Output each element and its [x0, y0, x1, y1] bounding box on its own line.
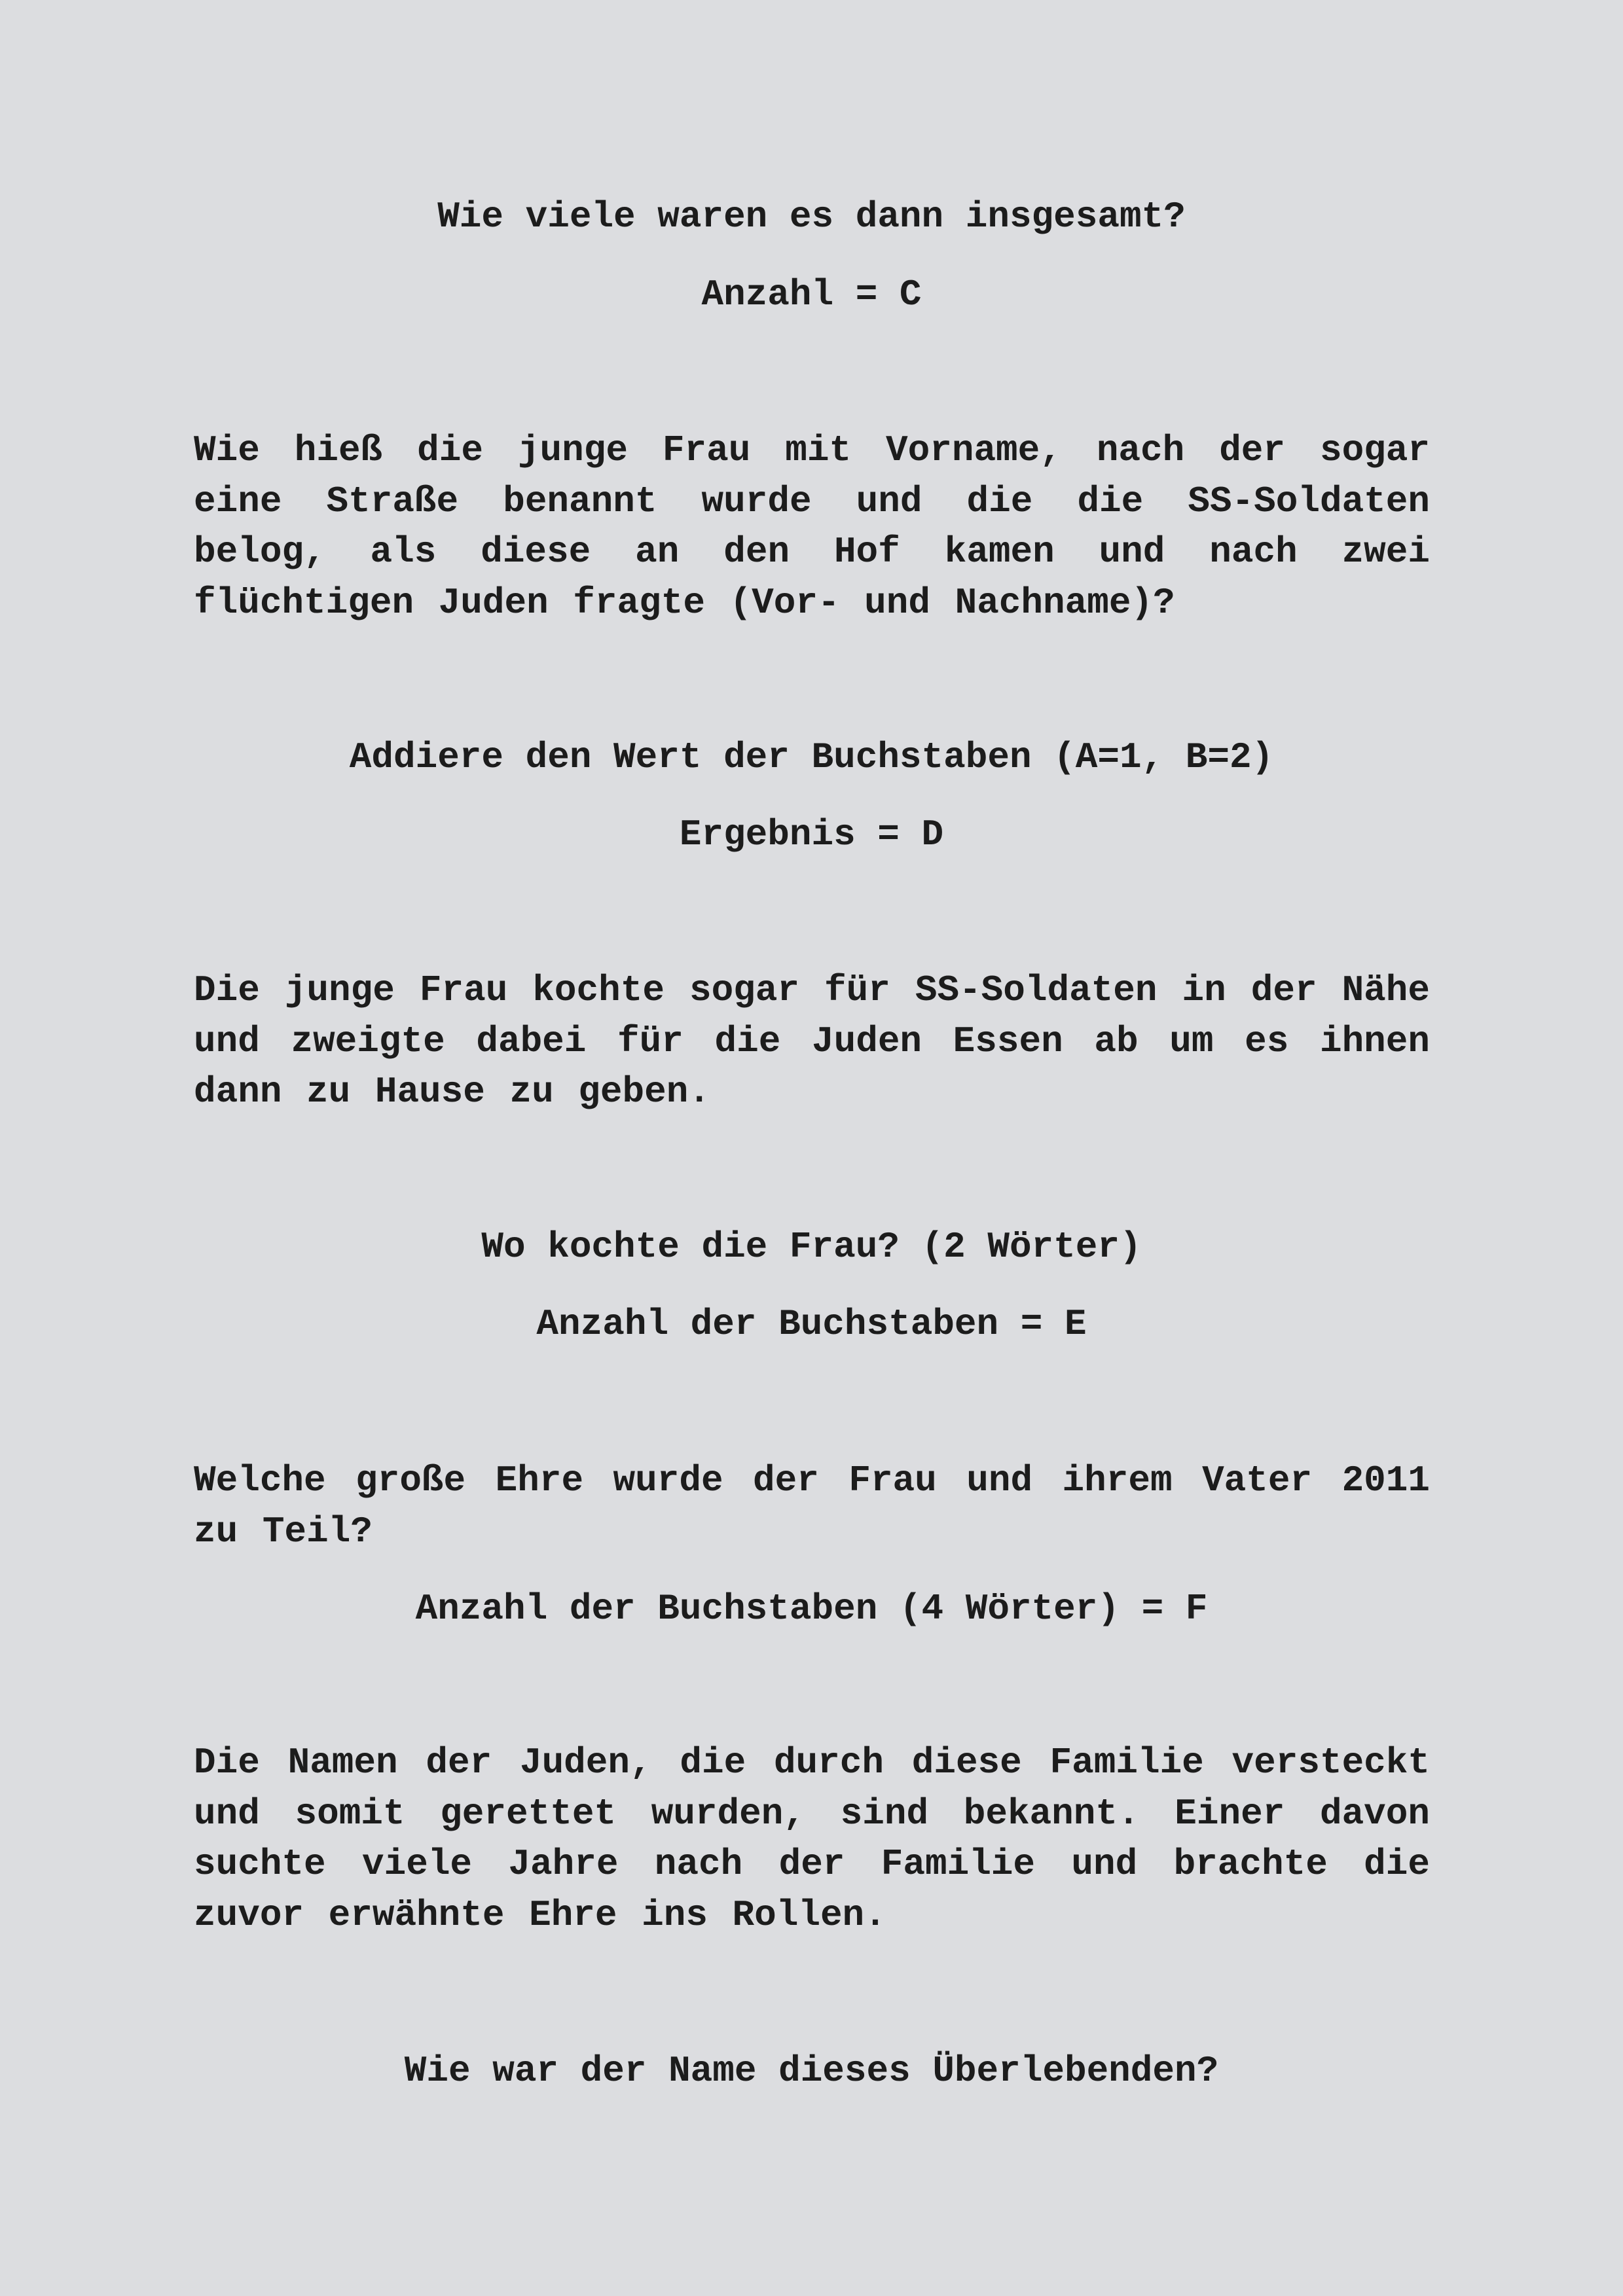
answer-count-e: Anzahl der Buchstaben = E — [536, 1303, 1087, 1345]
question-honor-2011: Welche große Ehre wurde der Frau und ihrem Vater 2011 zu Teil? — [194, 1460, 1430, 1552]
paragraph-cooking-story: Die junge Frau kochte sogar für SS-Soldaten in der Nähe und zweigte dabei für die Juden Essen ab um es ihnen dann zu Hause zu geben. — [194, 969, 1430, 1113]
answer-count-c: Anzahl = C — [701, 274, 922, 315]
answer-result-d: Ergebnis = D — [679, 814, 944, 855]
question-where-cooked: Wo kochte die Frau? (2 Wörter) — [481, 1226, 1142, 1268]
question-woman-name: Wie hieß die junge Frau mit Vorname, nach der sogar eine Straße benannt wurde und die die SS-Soldaten belog, als diese an den Hof kamen und nach zwei flüchtigen Juden fragte (Vor- und Nachname)? — [194, 429, 1430, 624]
instruction-letter-values: Addiere den Wert der Buchstaben (A=1, B=2) — [349, 736, 1274, 778]
answer-count-f: Anzahl der Buchstaben (4 Wörter) = F — [415, 1588, 1208, 1630]
question-survivor-name: Wie war der Name dieses Überlebenden? — [404, 2050, 1219, 2092]
question-total-count: Wie viele waren es dann insgesamt? — [437, 196, 1186, 238]
paragraph-survivor-story: Die Namen der Juden, die durch diese Familie versteckt und somit gerettet wurden, sind bekannt. Einer davon suchte viele Jahre nach der Familie und brachte die zuvor erwähnte Ehre ins Rollen. — [194, 1742, 1430, 1936]
